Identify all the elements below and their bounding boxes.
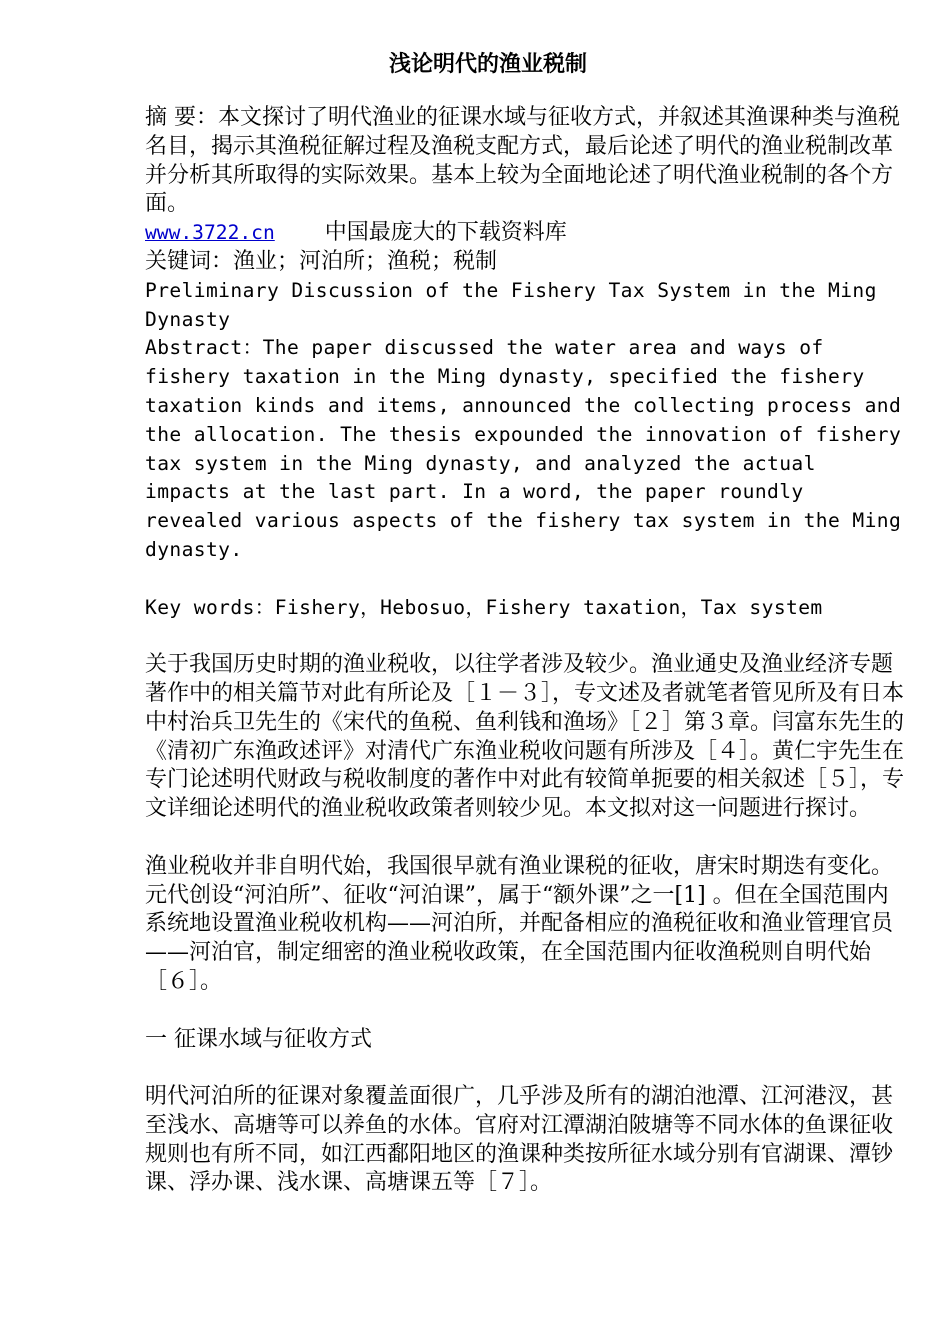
keywords-chinese: 关键词：渔业；河泊所；渔税；税制 bbox=[145, 248, 498, 274]
spacer bbox=[145, 565, 905, 594]
keywords-english: Key words：Fishery，Hebosuo，Fishery taxation，Tax system bbox=[145, 595, 823, 619]
spacer bbox=[145, 622, 905, 651]
english-title: Preliminary Discussion of the Fishery Tax System in the Ming Dynasty bbox=[145, 278, 877, 331]
website-line bbox=[145, 219, 905, 248]
abstract-chinese: 摘 要：本文探讨了明代渔业的征课水域与征收方式，并叙述其渔课种类与渔税名目，揭示其渔税征解过程及渔税支配方式，最后论述了明代的渔业税制改革并分析其所取得的实际效果。基本上较为全面地论述了明代渔业税制的各个方面。 bbox=[145, 105, 900, 217]
article-title-text: 浅论明代的渔业税制 bbox=[388, 51, 587, 77]
body-paragraph: 渔业税收并非自明代始，我国很早就有渔业课税的征收，唐宋时期迭有变化。元代创设“河泊所”、征收“河泊课”，属于“额外课”之一[1] 。但在全国范围内系统地设置渔业税收机构——河泊所，并配备相应的渔税征收和渔业管理官员——河泊官，制定细密的渔业税收政策，在全国范围内征收渔税则自明代始［６］。 bbox=[145, 853, 894, 994]
spacer bbox=[145, 997, 905, 1026]
spacer bbox=[145, 1054, 905, 1083]
spacer bbox=[145, 824, 905, 853]
body-paragraph: 明代河泊所的征课对象覆盖面很广，几乎涉及所有的湖泊池潭、江河港汊，甚至浅水、高塘等可以养鱼的水体。官府对江潭湖泊陂塘等不同水体的鱼课征收规则也有所不同，如江西鄱阳地区的渔课种类按所征水域分别有官湖课、潭钞课、浮办课、浅水课、高塘课五等［７］。 bbox=[145, 1084, 894, 1196]
document-page bbox=[145, 46, 905, 1198]
abstract-english: Abstract：The paper discussed the water area and ways of fishery taxation in the Ming dynasty, specified the fishery taxation kinds and items, announced the collecting process and the allocation. The thesis expounded the innovation of fishery tax system in the Ming dynasty, and analyzed the actual impacts at the last part. In a word, the paper roundly revealed various aspects of the fishery tax system in the Ming dynasty. bbox=[145, 336, 902, 561]
website-link[interactable]: www.3722.cn bbox=[145, 221, 275, 245]
website-description: 中国最庞大的下载资料库 bbox=[324, 220, 567, 246]
section-heading: 一 征课水域与征收方式 bbox=[145, 1026, 372, 1052]
body-paragraph: 关于我国历史时期的渔业税收，以往学者涉及较少。渔业通史及渔业经济专题著作中的相关篇节对此有所论及［１－３］，专文述及者就笔者管见所及有日本中村治兵卫先生的《宋代的鱼税、鱼利钱和渔场》［２］第３章。闫富东先生的《清初广东渔政述评》对清代广东渔业税收问题有所涉及［４］。黄仁宇先生在专门论述明代财政与税收制度的著作中对此有较简单扼要的相关叙述［５］，专文详细论述明代的渔业税收政策者则较少见。本文拟对这一问题进行探讨。 bbox=[145, 652, 905, 822]
article-title bbox=[145, 46, 905, 82]
